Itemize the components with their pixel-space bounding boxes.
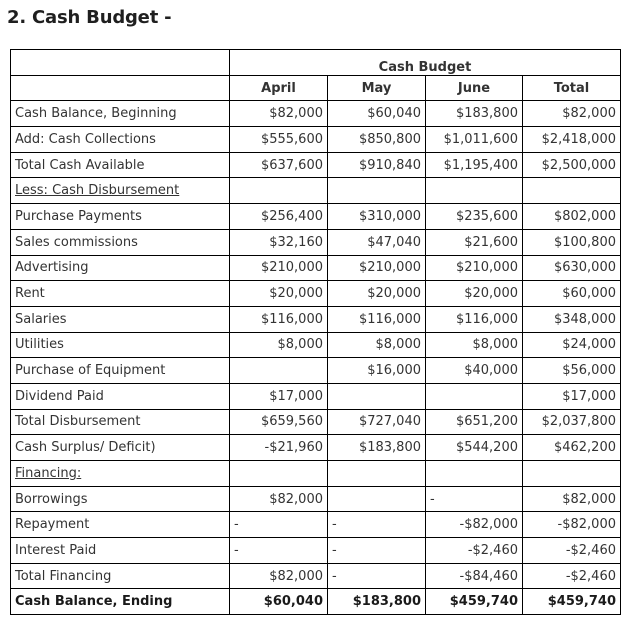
cell-may: - <box>328 563 426 589</box>
cell-may: $47,040 <box>328 229 426 255</box>
table-row <box>11 178 621 204</box>
cell-june <box>426 178 523 204</box>
cell-april: $116,000 <box>230 306 328 332</box>
table-row <box>11 332 621 358</box>
cash-budget-table <box>10 49 621 615</box>
cell-may: $183,800 <box>328 435 426 461</box>
cell-april: $60,040 <box>230 589 328 615</box>
row-label: Cash Surplus/ Deficit) <box>11 435 230 461</box>
row-label: Advertising <box>11 255 230 281</box>
cell-april <box>230 178 328 204</box>
column-header-april: April <box>230 75 328 101</box>
cell-april: - <box>230 512 328 538</box>
table-title: Cash Budget <box>230 50 621 76</box>
cell-may <box>328 383 426 409</box>
cell-total: -$2,460 <box>523 563 621 589</box>
row-label: Cash Balance, Beginning <box>11 101 230 127</box>
cell-april: $17,000 <box>230 383 328 409</box>
cell-may: $20,000 <box>328 281 426 307</box>
table-row <box>11 127 621 153</box>
row-label: Total Disbursement <box>11 409 230 435</box>
cell-total: $630,000 <box>523 255 621 281</box>
cell-june: $8,000 <box>426 332 523 358</box>
row-label: Add: Cash Collections <box>11 127 230 153</box>
cell-june: $544,200 <box>426 435 523 461</box>
cell-total: -$82,000 <box>523 512 621 538</box>
cell-total: $17,000 <box>523 383 621 409</box>
column-header-row <box>11 75 621 101</box>
cell-total: $462,200 <box>523 435 621 461</box>
table-row <box>11 281 621 307</box>
row-label: Total Financing <box>11 563 230 589</box>
cell-june: -$82,000 <box>426 512 523 538</box>
column-header-may: May <box>328 75 426 101</box>
cell-june: -$84,460 <box>426 563 523 589</box>
row-label: Utilities <box>11 332 230 358</box>
row-label: Purchase Payments <box>11 204 230 230</box>
cell-april: $659,560 <box>230 409 328 435</box>
column-header-total: Total <box>523 75 621 101</box>
cell-june: $183,800 <box>426 101 523 127</box>
cell-may: $8,000 <box>328 332 426 358</box>
page-heading: 2. Cash Budget - <box>7 7 172 28</box>
cell-june: $1,195,400 <box>426 152 523 178</box>
cell-june: $21,600 <box>426 229 523 255</box>
cell-april <box>230 461 328 487</box>
cell-april: - <box>230 538 328 564</box>
cell-total: $802,000 <box>523 204 621 230</box>
row-label: Cash Balance, Ending <box>11 589 230 615</box>
row-label: Rent <box>11 281 230 307</box>
cell-total: $100,800 <box>523 229 621 255</box>
cell-total: $2,500,000 <box>523 152 621 178</box>
cell-april: -$21,960 <box>230 435 328 461</box>
row-label: Repayment <box>11 512 230 538</box>
table-row <box>11 435 621 461</box>
cell-april: $210,000 <box>230 255 328 281</box>
cell-total: $2,418,000 <box>523 127 621 153</box>
cell-may <box>328 178 426 204</box>
cell-april: $20,000 <box>230 281 328 307</box>
cell-june: $1,011,600 <box>426 127 523 153</box>
cell-june: $235,600 <box>426 204 523 230</box>
cell-april: $555,600 <box>230 127 328 153</box>
row-label <box>11 178 230 204</box>
table-row <box>11 204 621 230</box>
cell-april <box>230 358 328 384</box>
cell-may: $60,040 <box>328 101 426 127</box>
table-row <box>11 512 621 538</box>
column-header-june: June <box>426 75 523 101</box>
cell-april: $637,600 <box>230 152 328 178</box>
cell-total: $82,000 <box>523 486 621 512</box>
cell-june: -$2,460 <box>426 538 523 564</box>
table-row <box>11 461 621 487</box>
cell-june: $210,000 <box>426 255 523 281</box>
cell-april: $82,000 <box>230 563 328 589</box>
table-title-row <box>11 50 621 76</box>
cell-may: $16,000 <box>328 358 426 384</box>
table-row <box>11 383 621 409</box>
cell-june: $40,000 <box>426 358 523 384</box>
table-row <box>11 358 621 384</box>
section-label-disbursement: Less: Cash Disbursement <box>15 183 180 199</box>
cell-total: $348,000 <box>523 306 621 332</box>
empty-header-cell <box>11 75 230 101</box>
cell-june: $459,740 <box>426 589 523 615</box>
cell-total: $60,000 <box>523 281 621 307</box>
table-row <box>11 101 621 127</box>
cell-may: $116,000 <box>328 306 426 332</box>
cell-total: $82,000 <box>523 101 621 127</box>
table-row <box>11 409 621 435</box>
cell-june: $116,000 <box>426 306 523 332</box>
row-label: Interest Paid <box>11 538 230 564</box>
cell-may: $310,000 <box>328 204 426 230</box>
row-label: Total Cash Available <box>11 152 230 178</box>
cell-total: $56,000 <box>523 358 621 384</box>
cell-may: - <box>328 538 426 564</box>
table-row <box>11 306 621 332</box>
cell-may: $727,040 <box>328 409 426 435</box>
row-label: Sales commissions <box>11 229 230 255</box>
cell-april: $256,400 <box>230 204 328 230</box>
cell-may: $210,000 <box>328 255 426 281</box>
cell-june <box>426 461 523 487</box>
cell-total <box>523 461 621 487</box>
table-row <box>11 538 621 564</box>
cell-april: $32,160 <box>230 229 328 255</box>
table-row <box>11 486 621 512</box>
row-label: Borrowings <box>11 486 230 512</box>
row-label <box>11 461 230 487</box>
cell-june: $20,000 <box>426 281 523 307</box>
table-row-ending-balance <box>11 589 621 615</box>
cell-may <box>328 461 426 487</box>
cell-total: $459,740 <box>523 589 621 615</box>
cell-total: $2,037,800 <box>523 409 621 435</box>
cell-april: $8,000 <box>230 332 328 358</box>
cell-total <box>523 178 621 204</box>
section-label-financing: Financing: <box>15 465 82 481</box>
table-row <box>11 152 621 178</box>
cell-may: $183,800 <box>328 589 426 615</box>
cell-may <box>328 486 426 512</box>
empty-corner-cell <box>11 50 230 76</box>
cell-april: $82,000 <box>230 486 328 512</box>
row-label: Purchase of Equipment <box>11 358 230 384</box>
cell-may: $910,840 <box>328 152 426 178</box>
row-label: Dividend Paid <box>11 383 230 409</box>
cell-june: $651,200 <box>426 409 523 435</box>
cell-april: $82,000 <box>230 101 328 127</box>
cell-may: $850,800 <box>328 127 426 153</box>
table-row <box>11 563 621 589</box>
cell-june: - <box>426 486 523 512</box>
table-row <box>11 229 621 255</box>
cell-total: -$2,460 <box>523 538 621 564</box>
row-label: Salaries <box>11 306 230 332</box>
cell-june <box>426 383 523 409</box>
cell-may: - <box>328 512 426 538</box>
cell-total: $24,000 <box>523 332 621 358</box>
table-row <box>11 255 621 281</box>
